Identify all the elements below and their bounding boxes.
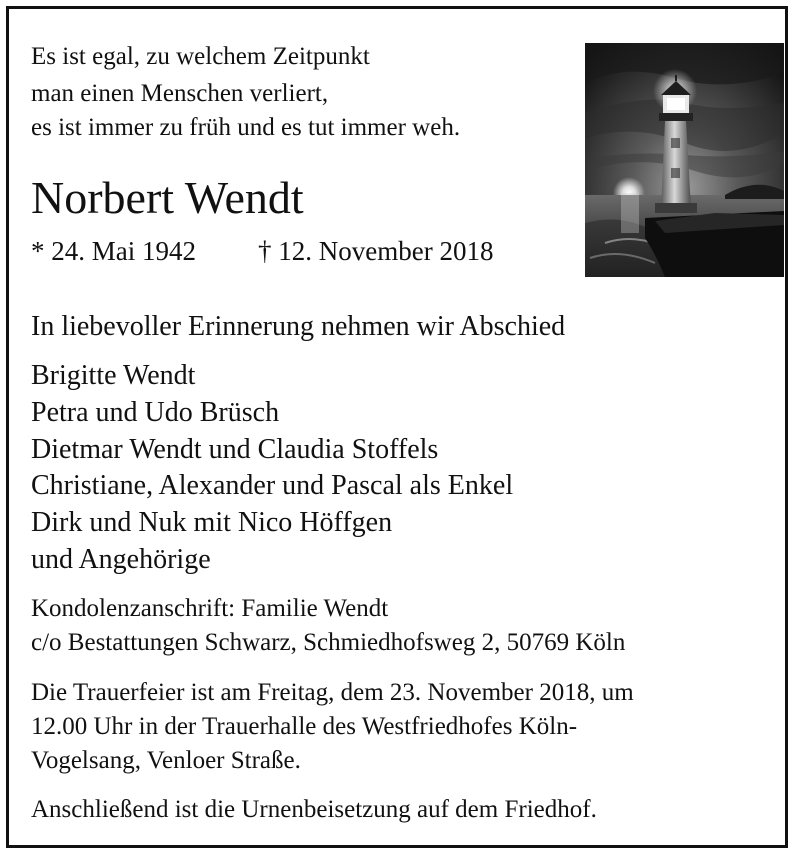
quote-line: es ist immer zu früh und es tut immer weh. [31, 114, 461, 141]
mourner-name: Brigitte Wendt [31, 360, 196, 391]
service-info-line: Vogelsang, Venloer Straße. [31, 747, 301, 774]
condolence-address-line: Kondolenzanschrift: Familie Wendt [31, 595, 389, 622]
lighthouse-illustration [585, 43, 784, 277]
quote-line: Es ist egal, zu welchem Zeitpunkt [31, 43, 370, 70]
mourner-name: Dietmar Wendt und Claudia Stoffels [31, 434, 439, 465]
service-info-line: 12.00 Uhr in der Trauerhalle des Westfriedhofes Köln- [31, 713, 578, 740]
burial-info: Anschließend ist die Urnenbeisetzung auf dem Friedhof. [31, 796, 597, 823]
quote-line: man einen Menschen verliert, [31, 80, 329, 107]
deceased-name: Norbert Wendt [31, 172, 304, 223]
mourner-name: Dirk und Nuk mit Nico Höffgen [31, 507, 393, 538]
condolence-address-line: c/o Bestattungen Schwarz, Schmiedhofsweg 2, 50769 Köln [31, 629, 626, 656]
death-date: † 12. November 2018 [258, 236, 494, 266]
farewell-intro: In liebevoller Erinnerung nehmen wir Abschied [31, 311, 566, 342]
service-info-line: Die Trauerfeier ist am Freitag, dem 23. November 2018, um [31, 679, 634, 706]
mourner-name: Petra und Udo Brüsch [31, 397, 280, 428]
birth-date: * 24. Mai 1942 [31, 236, 196, 266]
mourner-name: Christiane, Alexander und Pascal als Enkel [31, 470, 514, 501]
mourner-name: und Angehörige [31, 544, 211, 575]
lighthouse-photo [585, 43, 784, 277]
